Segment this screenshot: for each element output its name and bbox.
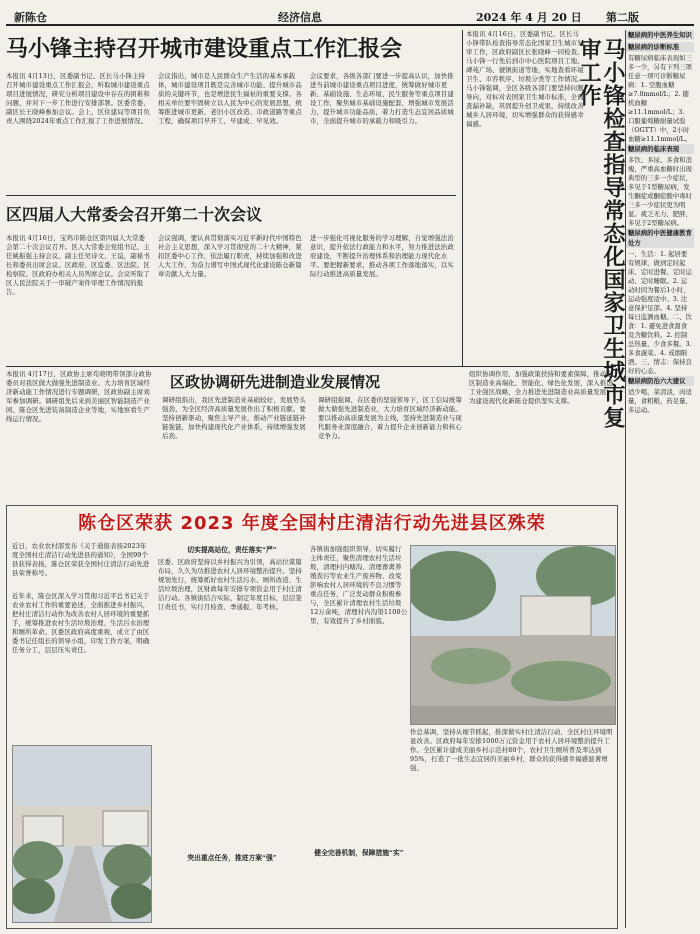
sidebar-heading-1: 糖尿病的中医养生知识 xyxy=(626,30,694,40)
feature-col2-text: 区委、区政府坚持以乡村振兴为引领，高站位谋篇布局，久久为功推进农村人居环境整治提升。坚持规划先行，统筹抓好农村生活污水、厕所改造、生活垃圾治理，区财政每年安排专项资金用于村庄清洁行动。各镇街结合实际，制定年度目标，层层签订责任书，实行月检查、季通报、年考核。 xyxy=(158,558,302,611)
section-name: 经济信息 xyxy=(278,11,322,24)
feature-col4 xyxy=(410,728,616,924)
village-square-photo xyxy=(410,545,616,725)
article2-col2: 会议强调，要认真贯彻落实习近平新时代中国特色社会主义思想，深入学习贯彻党的二十大精神，紧扣区委中心工作，依法履行职责，持续加强和改进人大工作，为奋力谱写中国式现代化建设陈仓新篇章贡献人大力量。 xyxy=(158,234,302,278)
article3-col4: 组织协调作用，加强政策扶持和要素保障，推动全区制造业高端化、智能化、绿色化发展，深入推进工业强区战略，全力推进先进制造业高质量发展，为建设现代化新陈仓提供坚实支撑。 xyxy=(469,370,613,405)
feature-col3-text: 各镇街加强组织领导，切实履行主体责任，聚焦清理农村生活垃圾、清理村内塘沟、清理畜禽养殖粪污等农业生产废弃物、改变影响农村人居环境的不良习惯等重点任务，广泛发动群众积极参与，全区累计清理农村生活垃圾12万余吨，清理村内沟渠1100公里，有效提升了乡村面貌。 xyxy=(310,545,408,625)
sidebar-heading-4: 糖尿病的中医健康教育处方 xyxy=(626,228,694,248)
article3-col3: 调研组强调，在区委的坚强领导下，区工信局统筹做大做强先进制造业，大力培育区域经济新动能。要以推动高质量发展为主线，坚持先进制造业与现代服务业深度融合，着力提升企业创新能力和核心竞争力。 xyxy=(318,396,462,440)
vertical-article-text: 本报讯 4月16日，区委副书记、区长马小锋带队检查指导常态化国家卫生城市复审工作，区政府副区长张晓峰一同检查。马小锋一行先后到市中心医院项目工地、碑苑广场、虢镇街道等地，实地查看环境卫生、市容秩序、垃圾分类等工作情况。马小锋强调，全区各级各部门要坚持问题导向，对标对表国家卫生城市标准，全面查漏补缺，巩固提升创卫成果，持续改善城乡人居环境，切实增强群众的获得感幸福感。 xyxy=(466,30,584,128)
article2-title: 区四届人大常委会召开第二十次会议 xyxy=(6,205,263,224)
page-number: 第二版 xyxy=(606,11,639,24)
feature-subhead-1: 切实提高站位，责任落实“严” xyxy=(187,546,277,554)
page-header xyxy=(6,6,694,26)
article1-col3: 会议要求，各级各部门要进一步提高认识，加快推进当前城市建设重点项目进度，统筹做好城市更新、基础设施、生态环境、民生服务等重点项目建设工作，聚焦城市基础设施配套，增强城市发展活力，提升城市功能品质，着力打造生态宜居品质城市，全面提升城市的承载力和吸引力。 xyxy=(310,72,454,125)
vertical-article-body xyxy=(466,30,584,366)
article1-col2: 会议指出，城市是人民群众生产生活的基本承载体，城市建设项目既是完善城市功能、提升城市品质的关键环节，也是增进民生福祉的重要支撑。各相关单位要牢固树立以人民为中心的发展思想，统筹推进城市更新、老旧小区改造、市政道路等重点工程，确保项目早开工、早建成、早见效。 xyxy=(158,72,302,125)
issue-date: 2024 年 4 月 20 日 xyxy=(476,11,582,24)
vertical-article-title: 马小锋检查指导常态化国家卫生城市复审工作 xyxy=(576,38,625,429)
sidebar-heading-3: 糖尿病的临床表现 xyxy=(626,144,694,154)
feature-col1 xyxy=(12,592,152,742)
feature-lead xyxy=(12,542,152,590)
feature-col4-text: 作总基调，坚持从细节抓起，推深做实村庄清洁行动，全区村庄环境明显改善。区政府每年安排1000万元资金用于农村人居环境整治提升工作。全区累计建成美丽乡村示范村80个，农村卫生厕所普及率达到95%，打造了一批生态宜居的美丽乡村，群众的获得感幸福感显著增强。 xyxy=(410,728,613,772)
article3-col1: 本报讯 4月17日，区政协主席苟晓明带领部分政协委员对我区做大做强先进制造业、大力培育区域经济新动能工作情况进行专题调研，区政协副主席刘军参加调研。调研组先后来到美丽区智能制造产业园、陈仓区先进装备制造企业等地，实地察看生产线运行情况。 xyxy=(6,370,152,423)
divider-vertical xyxy=(462,30,463,366)
health-sidebar xyxy=(625,30,694,928)
sidebar-heading-5: 糖尿病防治六大建议 xyxy=(626,376,694,386)
paper-name: 新陈仓 xyxy=(14,11,47,24)
feature-title: 陈仓区荣获 2023 年度全国村庄清洁行动先进县区殊荣 xyxy=(78,513,546,534)
feature-col2 xyxy=(158,558,306,850)
article2-col3: 进一步强化可视化服务的学习理解，自觉增强法治意识，提升依法行政能力和水平，努力推进法治政府建设，不断提升治理体系和治理能力现代化水平。要把握新要求，推动各项工作落地落实，以实际行动推进高质量发展。 xyxy=(310,234,454,278)
feature-subhead-2: 突出重点任务，推进方案“强” xyxy=(187,854,277,862)
feature-col3 xyxy=(310,545,408,845)
sidebar-paragraph-3: 一、生活：1. 起居要有规律，做到定时起床、定时进餐、定时运动、定时睡眠。2. 运动时间为餐后1小时，运动强度适中。3. 注意保护足部。4. 坚持每日监测血糖。二、饮食：1. 避免进食甜食及含糖饮料。2. 控制总热量，少食多餐。3. 多食蔬菜。4. 戒烟限酒。三、情志：保持良好的心态。 xyxy=(628,250,692,375)
sidebar-paragraph-4: 适少喝，菜清淡，肉适量，食粗粮，药足量，多运动。 xyxy=(628,388,692,414)
sidebar-heading-2: 糖尿病的诊断标准 xyxy=(626,42,694,52)
article1-col1: 本报讯 4月13日，区委副书记、区长马小锋主持召开城市建设重点工作汇报会，听取城市建设重点项目进展情况，研究分析项目建设中存在的困难和问题，并对下一步工作进行安排部署。区委常委、副区长王晓峰参加会议。会上，区住建局等项目负责人围绕2024年重点工作汇报了工作进展情况。 xyxy=(6,72,150,125)
feature-subhead-3: 健全完善机制，保障措施“实” xyxy=(314,849,404,857)
article3-col2: 调研组指出，我区先进制造业基础较好、发展势头强劲，为全区经济高质量发展作出了积极贡献。要坚持创新驱动，聚焦主导产业，推动产业链延链补链强链，加快构建现代化产业体系，持续增强发展后劲。 xyxy=(162,396,306,440)
article1-title: 马小锋主持召开城市建设重点工作汇报会 xyxy=(6,37,403,62)
article3-title: 区政协调研先进制造业发展情况 xyxy=(170,373,381,391)
divider-1 xyxy=(6,195,456,196)
sidebar-paragraph-1: 有糖尿病临床表现如三多一少，另有下列三项任意一项可诊断糖尿病：1. 空腹血糖≥7.0mmol/L；2. 随机血糖≥11.1mmol/L；3. 口服葡萄糖耐量试验（OGTT）中，2小时血糖≥11.1mmol/L。 xyxy=(628,54,692,143)
article3-body xyxy=(6,370,616,500)
village-road-photo xyxy=(12,745,152,923)
feature-lead-text: 近日，农业农村部发布《关于通报表扬2023年度全国村庄清洁行动先进县的通知》，全国99个县获得表扬，陈仓区荣获全国村庄清洁行动先进县荣誉称号。 xyxy=(12,542,150,577)
article1-body xyxy=(6,72,456,192)
sidebar-paragraph-2: 多饮、多尿、多食和消瘦，严重高血糖时出现典型的三多一少症状，多见于1型糖尿病，发生酮症或酮症酸中毒时三多一少症状更为明显。疲乏无力，肥胖，多见于2型糖尿病。 xyxy=(628,156,692,227)
divider-2 xyxy=(6,366,616,367)
feature-col1-text: 近年来，陈仓区深入学习贯彻习近平总书记关于农业农村工作的重要论述，全面推进乡村振兴，把村庄清洁行动作为改善农村人居环境的重要抓手，统筹推进农村生活垃圾治理、生活污水治理和厕所革命。区委区政府高度重视，成立了由区委书记任组长的领导小组，印发工作方案，明确任务分工，层层压实责任。 xyxy=(12,592,150,654)
article2-col1: 本报讯 4月16日，宝鸡市陈仓区第四届人大常委会第二十次会议召开。区人大常委会党组书记、主任姚振强主持会议。副主任吴诗文、王谊，副秘书长和委员出席会议。区政府、区监委、区法院、区检察院、区政府办相关人员列席会议。会议听取了区人民法院关于一审破产案件审理工作情况的报告。 xyxy=(6,234,150,296)
article2-body xyxy=(6,234,456,362)
